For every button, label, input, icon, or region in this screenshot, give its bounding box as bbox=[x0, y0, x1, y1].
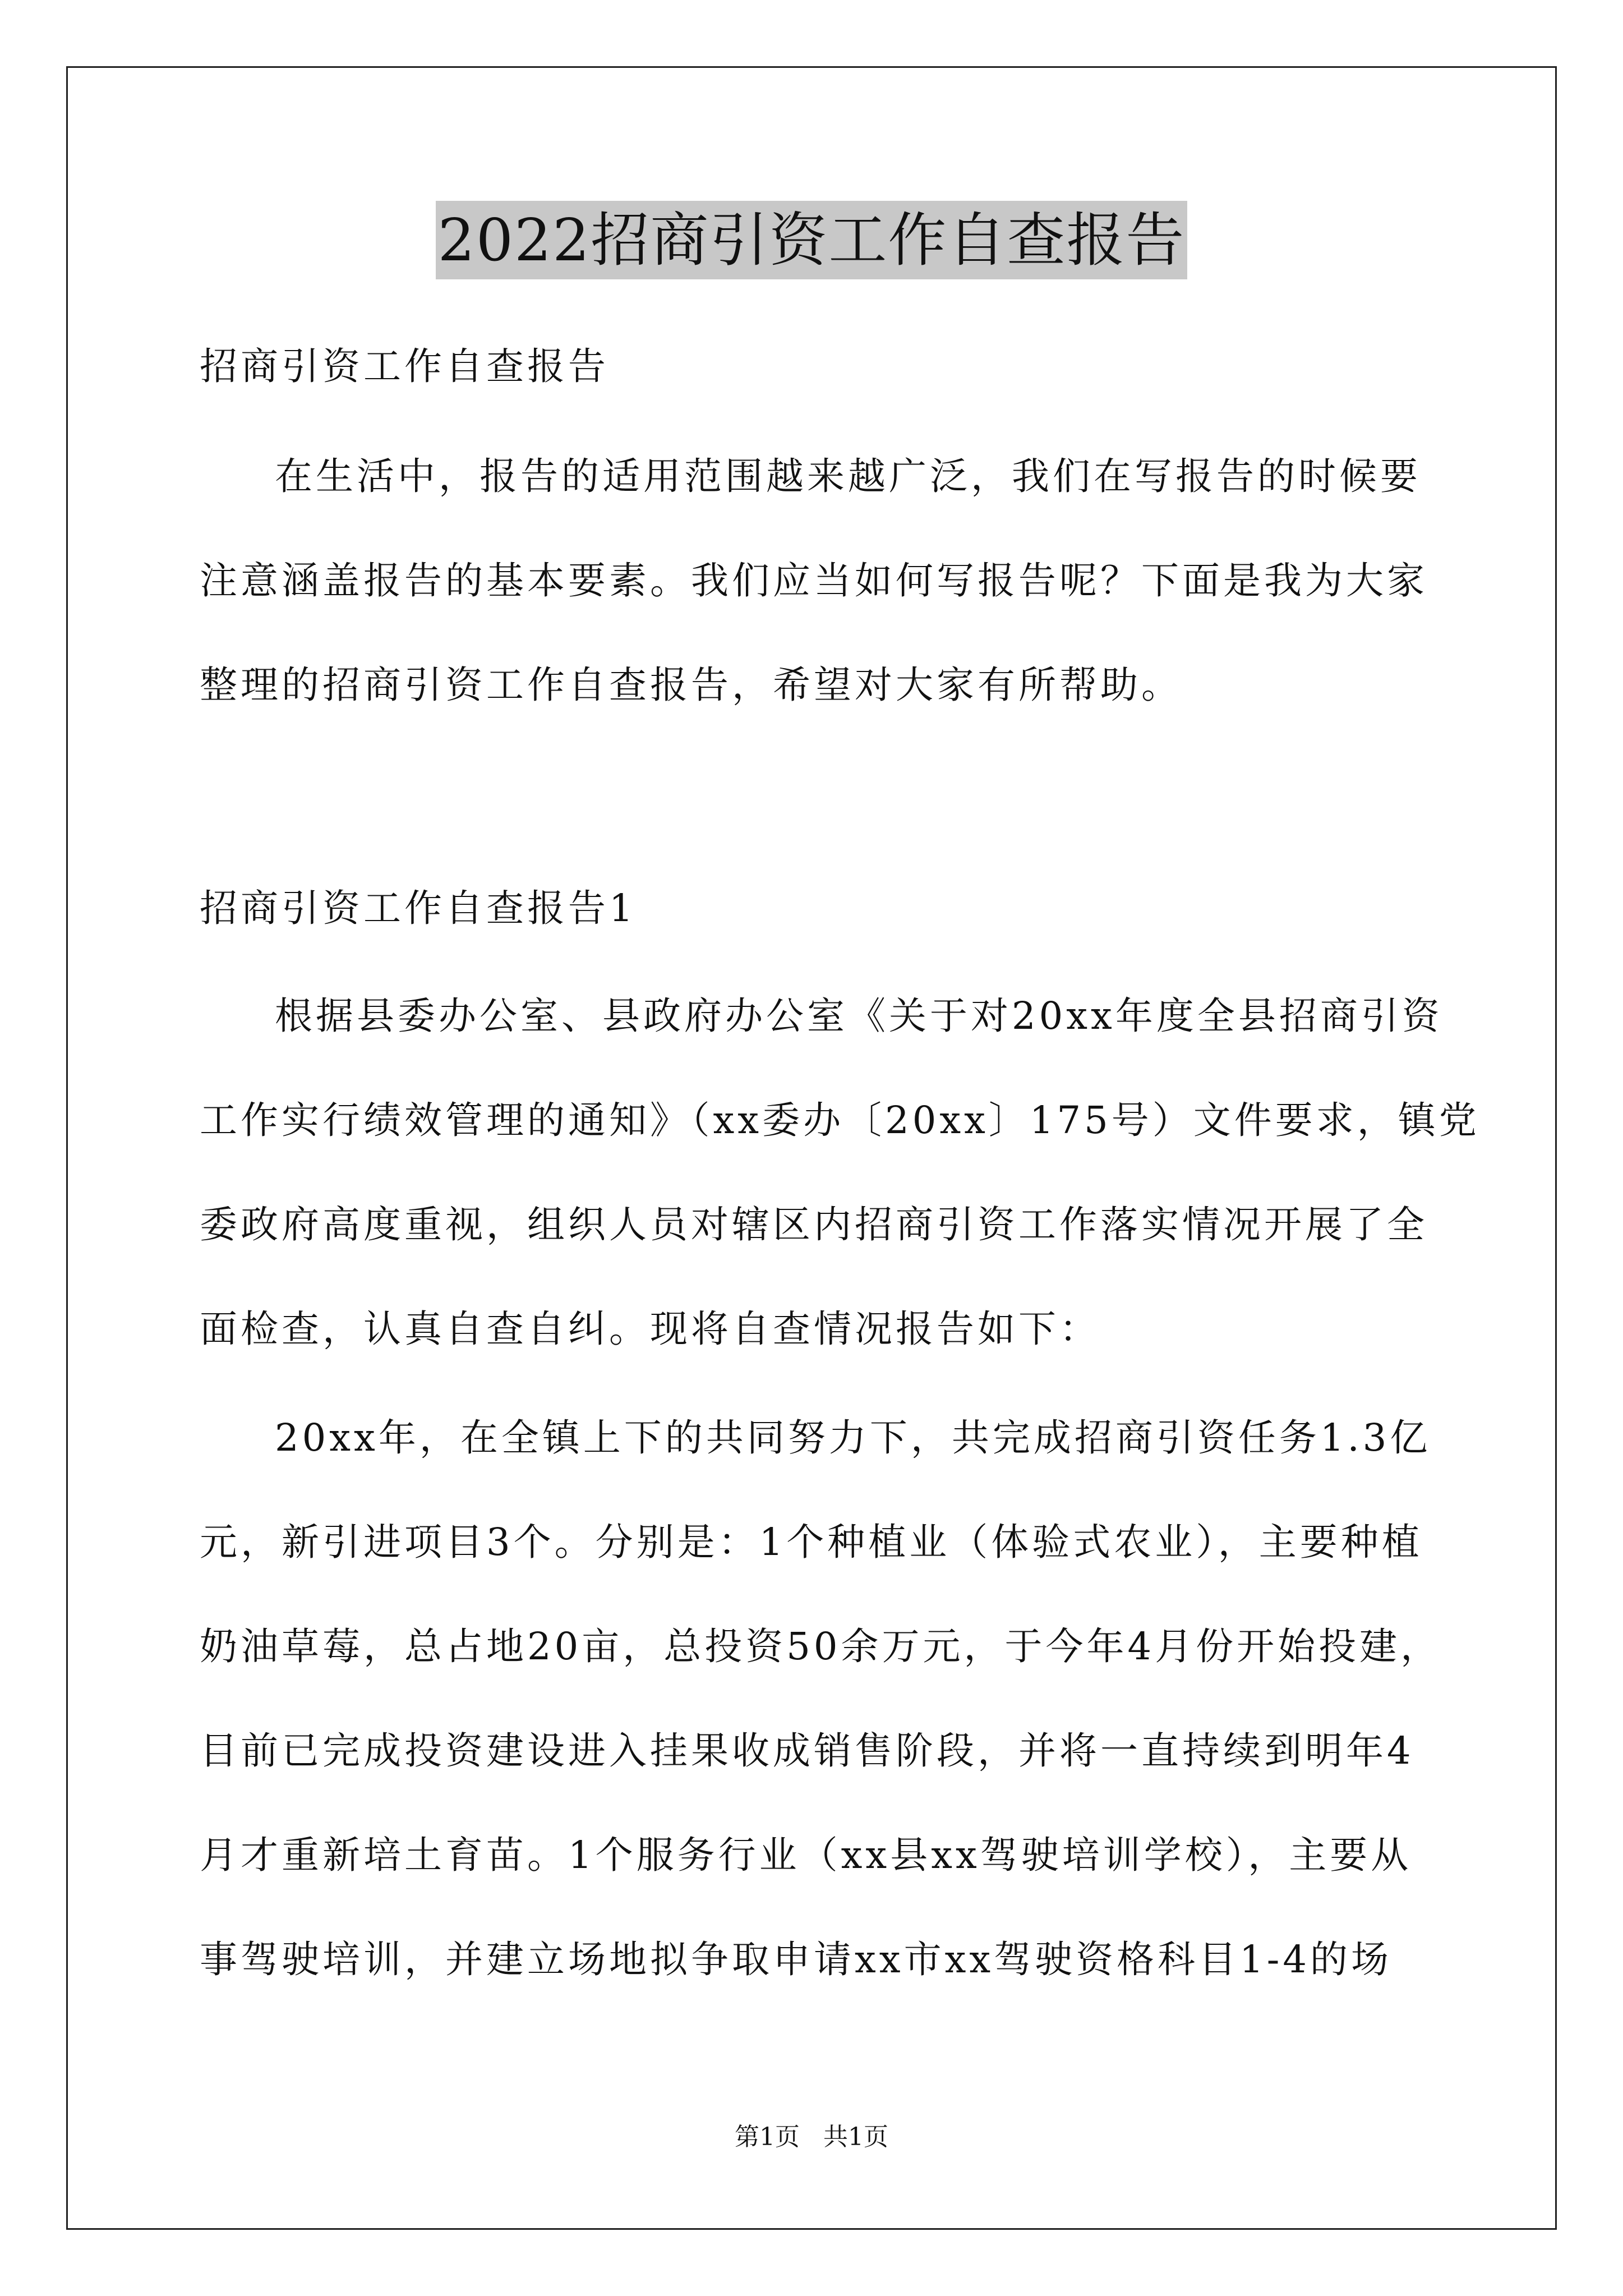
subtitle-text: 招商引资工作自查报告 bbox=[200, 344, 609, 388]
page-footer bbox=[0, 2120, 1623, 2154]
paragraph-line: 委政府高度重视，组织人员对辖区内招商引资工作落实情况开展了全 bbox=[200, 1203, 1428, 1246]
paragraph-line: 元，新引进项目3个。分别是：1个种植业（体验式农业），主要种植 bbox=[200, 1520, 1423, 1564]
paragraph-line: 根据县委办公室、县政府办公室《关于对20xx年度全县招商引资 bbox=[275, 994, 1443, 1038]
paragraph-line: 目前已完成投资建设进入挂果收成销售阶段，并将一直持续到明年4 bbox=[200, 1729, 1414, 1773]
section-heading-text: 招商引资工作自查报告1 bbox=[200, 886, 637, 930]
document-title: 2022招商引资工作自查报告 bbox=[436, 201, 1188, 279]
paragraph-line: 面检查，认真自查自纠。现将自查情况报告如下： bbox=[200, 1307, 1100, 1351]
intro-line: 注意涵盖报告的基本要素。我们应当如何写报告呢？下面是我为大家 bbox=[200, 559, 1428, 602]
document-subtitle bbox=[200, 314, 1450, 418]
paragraph-2 bbox=[200, 1386, 1450, 2012]
paragraph-line: 奶油草莓，总占地20亩，总投资50余万元，于今年4月份开始投建， bbox=[200, 1625, 1442, 1668]
intro-line: 在生活中，报告的适用范围越来越广泛，我们在写报告的时候要 bbox=[275, 454, 1421, 498]
intro-line: 整理的招商引资工作自查报告，希望对大家有所帮助。 bbox=[200, 663, 1182, 707]
paragraph-line: 月才重新培土育苗。1个服务行业（xx县xx驾驶培训学校），主要从 bbox=[200, 1833, 1412, 1877]
section-heading bbox=[200, 856, 1450, 960]
page-total: 共1页 bbox=[823, 2123, 888, 2151]
paragraph-line: 事驾驶培训，并建立场地拟争取申请xx市xx驾驶资格科目1-4的场 bbox=[200, 1938, 1393, 1981]
paragraph-1 bbox=[200, 964, 1480, 1381]
paragraph-line: 工作实行绩效管理的通知》（xx委办〔20xx〕175号）文件要求，镇党 bbox=[200, 1098, 1480, 1142]
title-container bbox=[0, 201, 1623, 279]
paragraph-line: 20xx年，在全镇上下的共同努力下，共完成招商引资任务1.3亿 bbox=[275, 1416, 1431, 1460]
page-number: 第1页 bbox=[735, 2123, 800, 2151]
intro-paragraph bbox=[200, 424, 1450, 737]
